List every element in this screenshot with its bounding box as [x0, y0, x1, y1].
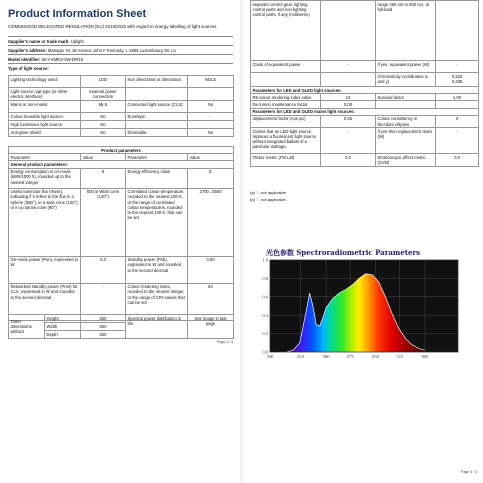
table-row: Product parameters	[9, 147, 234, 154]
table-row: Mains or non-mains: MLS Connected light source (CLS): No	[9, 101, 234, 113]
x-tick-label: 500	[322, 354, 330, 359]
supplier-line: Supplier's name or trade mark: Uplight	[8, 39, 84, 44]
table-row: Parameters for LED and OLED mains light sources:	[251, 108, 479, 115]
x-tick-label: 573	[346, 354, 354, 359]
table-row: separate control gear, lighting control parts and non-lighting control parts, if any (millimetre) range 250 nm to 800 nm, at full-load	[251, 1, 479, 61]
page-number: Page 1 / 3	[217, 340, 233, 344]
spd-table	[250, 0, 479, 167]
table-row: the lumen maintenance factor 0,00	[251, 101, 479, 108]
table-row: displacement factor (cos φ1) 0,55 Colour consistency in McAdam ellipses 0	[251, 115, 479, 127]
footnote-a: (a) '-': not applicable;	[250, 190, 287, 195]
table-row: Energy consumption in on-mode (kWh/1000 h), rounded up to the nearest integer 5 Energy efficiency class E	[9, 168, 234, 188]
type-table	[8, 75, 234, 137]
params-table	[8, 146, 234, 321]
table-row: Claim of equivalent power - If yes, equivalent power (W) -	[251, 61, 479, 73]
y-tick-label: 0.2	[262, 331, 268, 337]
table-row: Depth 500	[9, 331, 234, 339]
table-row: Anti-glare shield: No Dimmable: No	[9, 129, 234, 137]
divider	[8, 63, 233, 64]
table-row: General product parameters:	[9, 161, 234, 168]
table-row: Parameters for LED and OLED light sources:	[251, 87, 479, 94]
divider	[8, 54, 233, 55]
x-tick-label: 330	[266, 354, 274, 359]
x-tick-label: 723	[396, 354, 403, 359]
x-tick-label: 423	[297, 354, 305, 359]
spectral-chart	[252, 256, 466, 364]
x-tick-label: 800	[421, 354, 429, 359]
divider	[8, 36, 233, 37]
table-row: Networked standby power (Pnet) for CLS, expressed in W and rounded to the second decimal - Colour rendering index, rounded to the nearest integer, or the range of CRI-values that can be set 84	[9, 283, 234, 320]
page-number: Page 3 / 3	[461, 470, 477, 474]
regulation-subtitle: COMMISSION DELEGATED REGULATION (EU) 2019/2015 with regard to energy labelling of light sources	[8, 24, 217, 29]
table-row: Colour tuneable light source: No Envelope: -	[9, 113, 234, 121]
x-tick-label: 650	[372, 354, 379, 359]
y-tick-label: 0.6	[262, 294, 268, 300]
table-row: Claims that an LED light source replaces a fluorescent light source without integrated ballast of a particular wattage. - If yes then replacement claim (W) -	[251, 128, 479, 154]
table-row: Useful luminous flux (Φuse), indicating if it refers to the flux in a sphere (360°), in a wide cone (120°) or in a narrow cone (90°) 500 in Wide cone (120°) Correlated colour temperature, rounded to the nearest 100 K, or the range of correlated colour temperatures, rounded to the nearest 100 K, that can be set 2700...6500	[9, 188, 234, 256]
table-row: High luminance light source: No	[9, 121, 234, 129]
y-tick-label: 0.8	[262, 276, 268, 281]
page-3	[244, 0, 483, 483]
table-row: Chromaticity coordinates (x and y) 0,323 0,338	[251, 73, 479, 87]
table-row: Lighting technology used: LED Non directional or directional: NDLS	[9, 76, 234, 88]
page-1	[0, 0, 239, 483]
chart-title-cn: 光色参数	[266, 248, 294, 257]
table-row: Light source cap-type (or other electric interface) external power connection	[9, 88, 234, 101]
table-header-row: Parameter Value Parameter Value	[9, 154, 234, 161]
address-line: Supplier's address: Manager Hr, 38 Avenue John F Kennedy, L-1855 Luxembourg 38, LU	[8, 48, 177, 53]
table-row: Flicker metric (Pst LM) 0,0 Stroboscopic effect metric (SVM) 0,0	[251, 154, 479, 166]
y-tick-label: 0.0	[262, 349, 268, 355]
y-tick-label: 1.0	[262, 257, 268, 263]
chart-title-en: Spectroradiometric Parameters	[296, 248, 421, 257]
type-heading: Type of light source:	[8, 66, 49, 71]
model-line: Model identifier: SKY-SMDS-5W-MR16	[8, 57, 84, 62]
dimensions-table	[8, 314, 234, 339]
sheet-title: Product Information Sheet	[8, 8, 147, 20]
divider	[8, 45, 233, 46]
table-row: Outer dimensions without Height 500 Spectral power distribution in the See image in last page	[9, 315, 234, 323]
footnote-b: (b) '-': not applicable.	[250, 197, 287, 202]
y-tick-label: 0.4	[262, 312, 268, 318]
page-gap	[240, 0, 243, 483]
table-row: R9 colour rendering index value 10 Survival factor 1,00	[251, 94, 479, 101]
table-row: Width 500	[9, 323, 234, 331]
table-row: On-mode power (Pon), expressed in W 5,0 Standby power (Psb), expressed in W and rounded to the second decimal 0,00	[9, 256, 234, 283]
